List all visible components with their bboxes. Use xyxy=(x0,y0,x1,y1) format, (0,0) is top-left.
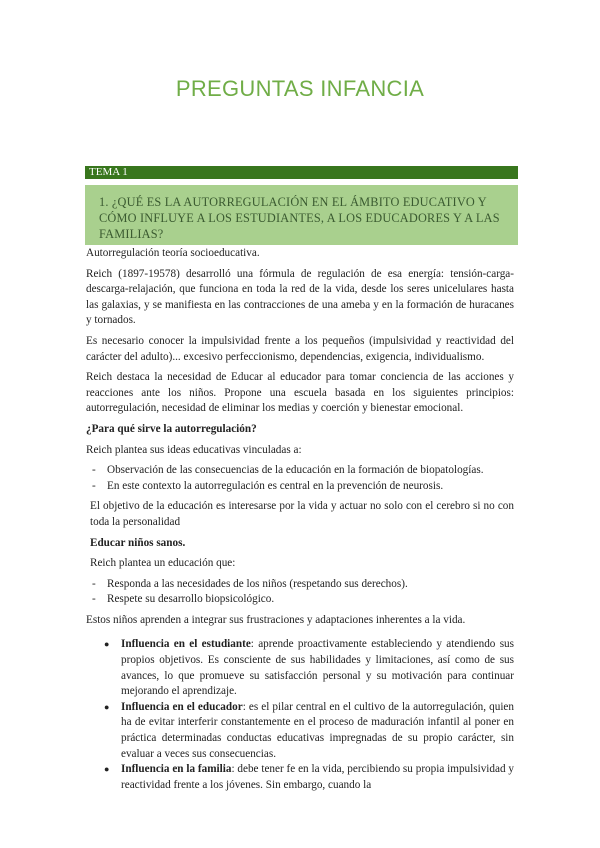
list-item: ● Influencia en el estudiante: aprende proactivamente estableciendo y atendiendo sus propios objetivos. Es consciente de sus habilidades y limitaciones, así como de sus avances, lo que promueve su satisfacción personal y su motivación para continuar mejorando el aprendizaje. xyxy=(104,637,514,699)
list-item: ● Influencia en la familia: debe tener fe en la vida, percibiendo su propia impulsividad y reactividad frente a los jóvenes. Sin embargo, cuando la xyxy=(104,762,514,793)
influence-term: Influencia en la familia xyxy=(121,763,232,776)
list-item: - Respete su desarrollo biopsicológico. xyxy=(86,592,514,608)
dash-marker: - xyxy=(92,464,96,477)
paragraph-8: Estos niños aprenden a integrar sus frustraciones y adaptaciones inherentes a la vida. xyxy=(86,613,466,626)
bullet-icon: ● xyxy=(104,639,110,650)
heading-purpose: ¿Para qué sirve la autorregulación? xyxy=(86,422,257,435)
bullet-icon: ● xyxy=(104,701,110,712)
list-item: - Observación de las consecuencias de la educación en la formación de biopatologías. xyxy=(86,463,514,479)
dash-marker: - xyxy=(92,577,96,590)
list-item: ● Influencia en el educador: es el pilar central en el cultivo de la autorregulación, quien ha de evitar interferir constantemente en el proceso de maduración infantil al poner en práctica determinadas conductas educativas impregnadas de su propio carácter, sin evaluar a veces sus consecuencias. xyxy=(104,700,514,762)
influence-term: Influencia en el estudiante xyxy=(121,638,251,651)
paragraph-5: Reich plantea sus ideas educativas vinculadas a: xyxy=(86,443,302,456)
heading-healthy-kids: Educar niños sanos. xyxy=(90,536,186,549)
document-body xyxy=(86,246,514,793)
paragraph-7: Reich plantea un educación que: xyxy=(90,557,236,570)
section-label: TEMA 1 xyxy=(85,166,518,179)
paragraph-2: Reich (1897-19578) desarrolló una fórmula de regulación de esa energía: tensión-carga-descarga-relajación, que funciona en toda la red de la vida, desde los seres unicelulares hasta las galaxias, y se manifiesta en las contracciones de una ameba y en la formación de huracanes y tornados. xyxy=(86,267,514,327)
question-text: 1. ¿QUÉ ES LA AUTORREGULACIÓN EN EL ÁMBITO EDUCATIVO Y CÓMO INFLUYE A LOS ESTUDIANTES, A LOS EDUCADORES Y A LAS FAMILIAS? xyxy=(99,195,500,241)
dash-marker: - xyxy=(92,593,96,606)
paragraph-6: El objetivo de la educación es interesarse por la vida y actuar no solo con el cerebro si no con toda la personalidad xyxy=(90,500,514,528)
dash-marker: - xyxy=(92,479,96,492)
paragraph-4: Reich destaca la necesidad de Educar al educador para tomar conciencia de las acciones y reacciones ante los niños. Propone una escuela basada en los siguientes principios: autorregulación, necesidad de eliminar los medias y coerción y bienestar emocional. xyxy=(86,371,514,415)
page-title: PREGUNTAS INFANCIA xyxy=(175,76,425,101)
influence-term: Influencia en el educador xyxy=(121,700,243,713)
bullet-icon: ● xyxy=(104,764,110,775)
paragraph-1: Autorregulación teoría socioeducativa. xyxy=(86,247,260,259)
list-item: - En este contexto la autorregulación es central en la prevención de neurosis. xyxy=(86,479,514,495)
paragraph-3: Es necesario conocer la impulsividad frente a los pequeños (impulsividad y reactividad del carácter del adulto)... excesivo perfeccionismo, dependencias, exigencia, individualismo. xyxy=(86,334,514,363)
list-item: - Responda a las necesidades de los niños (respetando sus derechos). xyxy=(86,577,514,593)
question-box xyxy=(85,185,518,245)
